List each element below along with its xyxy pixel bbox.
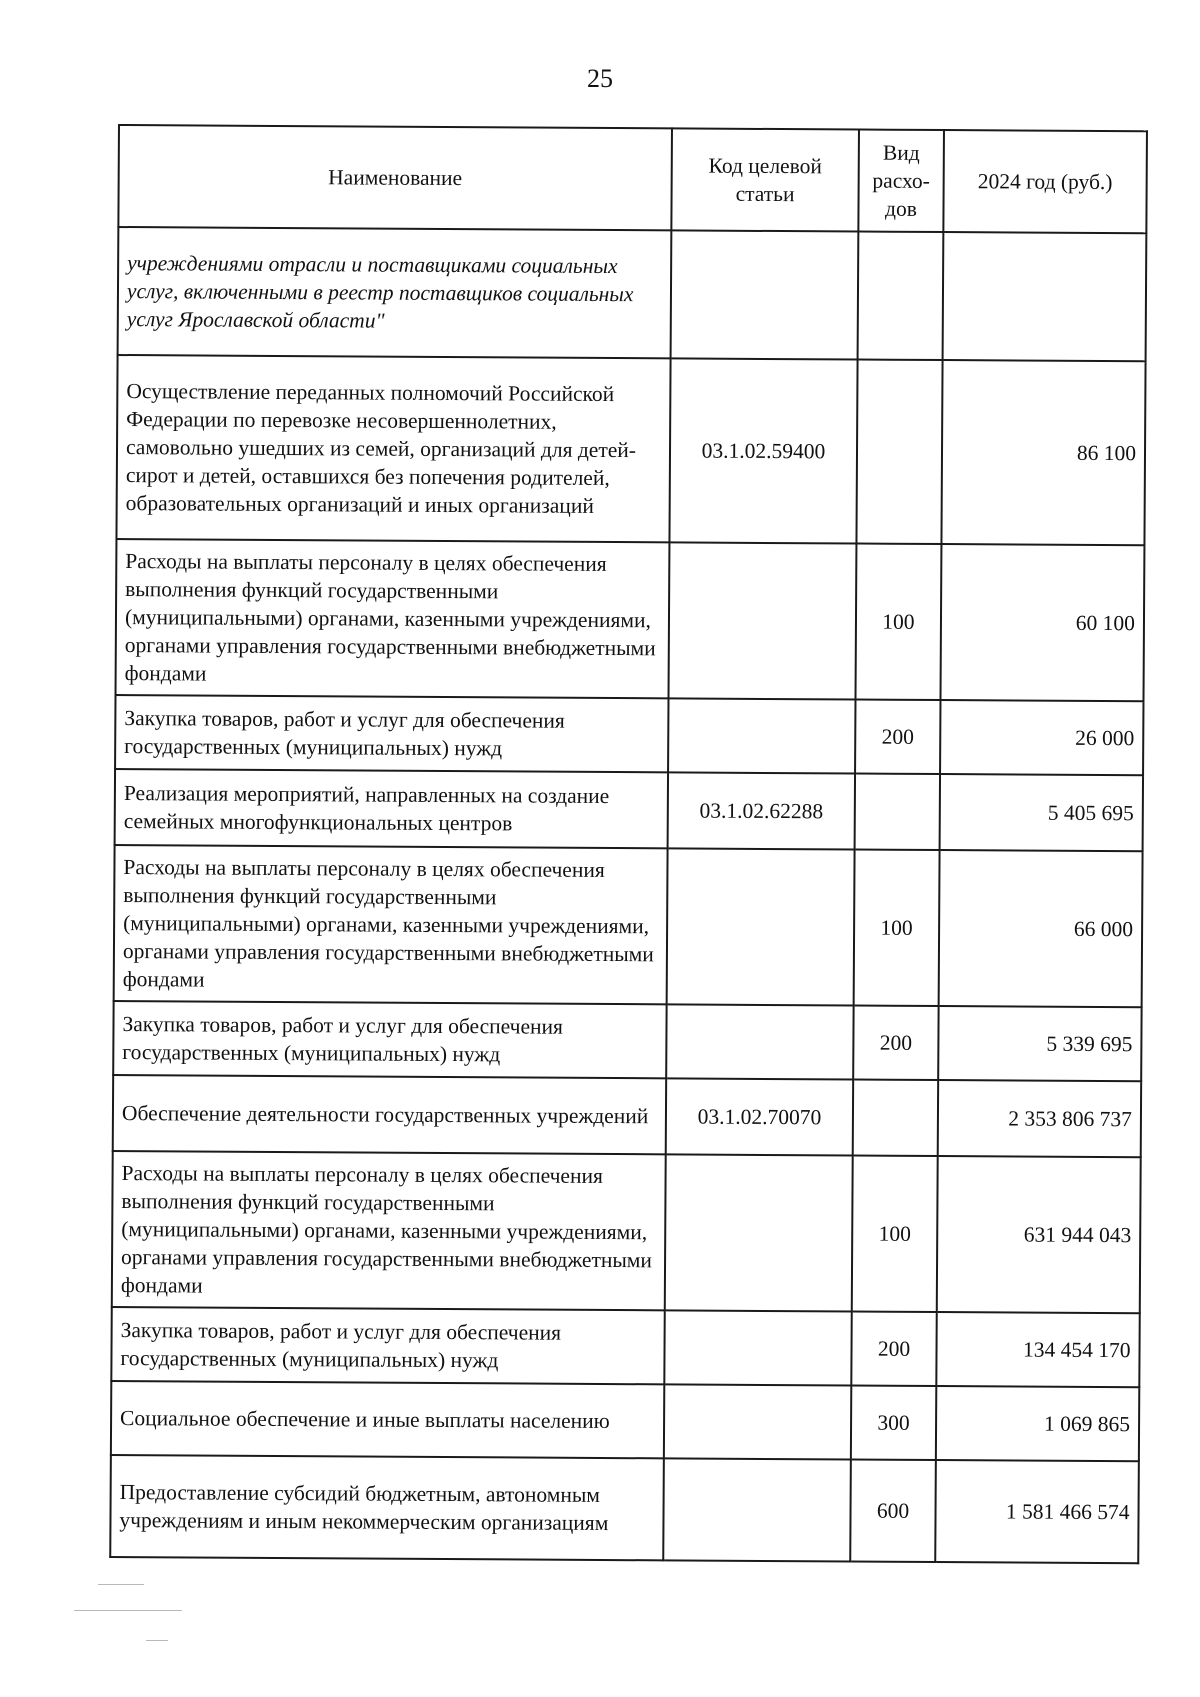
row-kind xyxy=(853,1080,938,1157)
row-kind: 300 xyxy=(851,1386,936,1461)
table-row xyxy=(115,695,1143,775)
scan-speck xyxy=(98,1584,144,1585)
row-code xyxy=(668,698,855,773)
scan-speck xyxy=(146,1640,168,1641)
table-row xyxy=(113,1001,1141,1081)
row-name: Расходы на выплаты персоналу в целях обеспечения выполнения функций государственными (муниципальными) органами, казенными учреждениями, органами управления государственными внебюджетными фондами xyxy=(114,845,668,1004)
table-header-row xyxy=(118,125,1147,233)
table-row xyxy=(116,539,1145,701)
row-sum: 86 100 xyxy=(941,360,1145,545)
row-name: Закупка товаров, работ и услуг для обеспечения государственных (муниципальных) нужд xyxy=(115,695,668,772)
row-code xyxy=(664,1310,851,1385)
row-name: Закупка товаров, работ и услуг для обеспечения государственных (муниципальных) нужд xyxy=(113,1001,666,1078)
row-code xyxy=(667,848,855,1005)
row-name: Закупка товаров, работ и услуг для обеспечения государственных (муниципальных) нужд xyxy=(111,1307,664,1384)
row-sum xyxy=(943,232,1147,361)
table-row xyxy=(114,845,1143,1007)
table-row xyxy=(116,355,1145,545)
table-row xyxy=(118,227,1147,361)
budget-table xyxy=(109,124,1148,1564)
row-sum: 1 069 865 xyxy=(936,1386,1139,1461)
table-row xyxy=(113,1075,1141,1157)
row-code: 03.1.02.59400 xyxy=(669,358,857,543)
row-name: Расходы на выплаты персоналу в целях обеспечения выполнения функций государственными (муниципальными) органами, казенными учреждениями, органами управления государственными внебюджетными фондами xyxy=(116,539,670,698)
row-name: Осуществление переданных полномочий Российской Федерации по перевозке несовершеннолетних, самовольно ушедших из семей, организаций для детей-сирот и детей, оставшихся без попечения родителей, образовательных организаций и иных организаций xyxy=(116,355,670,542)
table-row xyxy=(111,1307,1139,1387)
row-name: Реализация мероприятий, направленных на создание семейных многофункциональных центров xyxy=(115,769,668,848)
table-row xyxy=(115,769,1143,851)
row-kind xyxy=(856,360,942,545)
row-kind: 600 xyxy=(850,1460,936,1563)
row-sum: 5 405 695 xyxy=(940,774,1143,851)
table-row xyxy=(111,1381,1139,1461)
row-kind: 200 xyxy=(851,1312,936,1387)
row-name: Расходы на выплаты персоналу в целях обеспечения выполнения функций государственными (муниципальными) органами, казенными учреждениями, органами управления государственными внебюджетными фондами xyxy=(112,1151,666,1310)
row-name: Предоставление субсидий бюджетным, автономным учреждениям и иным некоммерческим организациям xyxy=(110,1455,664,1560)
table-row xyxy=(112,1151,1141,1313)
row-kind: 200 xyxy=(853,1006,938,1081)
row-kind: 100 xyxy=(852,1156,938,1313)
table-row xyxy=(110,1455,1139,1563)
row-code: 03.1.02.70070 xyxy=(666,1078,853,1155)
row-sum: 1 581 466 574 xyxy=(935,1460,1139,1563)
header-sum: 2024 год (руб.) xyxy=(943,130,1147,233)
row-kind xyxy=(858,232,944,361)
row-sum: 134 454 170 xyxy=(936,1312,1139,1387)
row-name: Социальное обеспечение и иные выплаты населению xyxy=(111,1381,664,1458)
page-number: 25 xyxy=(587,64,613,93)
row-name: Обеспечение деятельности государственных учреждений xyxy=(113,1075,666,1154)
row-sum: 60 100 xyxy=(940,544,1144,701)
row-sum: 631 944 043 xyxy=(937,1156,1141,1313)
row-kind: 100 xyxy=(854,850,940,1007)
header-kind: Вид расхо-дов xyxy=(858,130,944,233)
row-code xyxy=(669,542,857,699)
header-code: Код целевой статьи xyxy=(671,128,859,231)
row-code xyxy=(664,1384,851,1459)
row-sum: 26 000 xyxy=(940,700,1143,775)
row-kind: 100 xyxy=(855,544,941,701)
row-sum: 2 353 806 737 xyxy=(938,1080,1141,1157)
row-code xyxy=(663,1458,851,1561)
row-sum: 66 000 xyxy=(939,850,1143,1007)
row-code xyxy=(671,230,859,359)
row-code xyxy=(665,1154,853,1311)
header-name: Наименование xyxy=(118,125,672,230)
row-sum: 5 339 695 xyxy=(938,1006,1141,1081)
row-kind xyxy=(855,774,940,851)
scan-speck xyxy=(74,1610,182,1611)
row-code: 03.1.02.62288 xyxy=(668,772,855,849)
row-kind: 200 xyxy=(855,700,940,775)
row-code xyxy=(666,1004,853,1079)
row-name: учреждениями отрасли и поставщиками социальных услуг, включенными в реестр поставщиков социальных услуг Ярославской области" xyxy=(118,227,672,358)
